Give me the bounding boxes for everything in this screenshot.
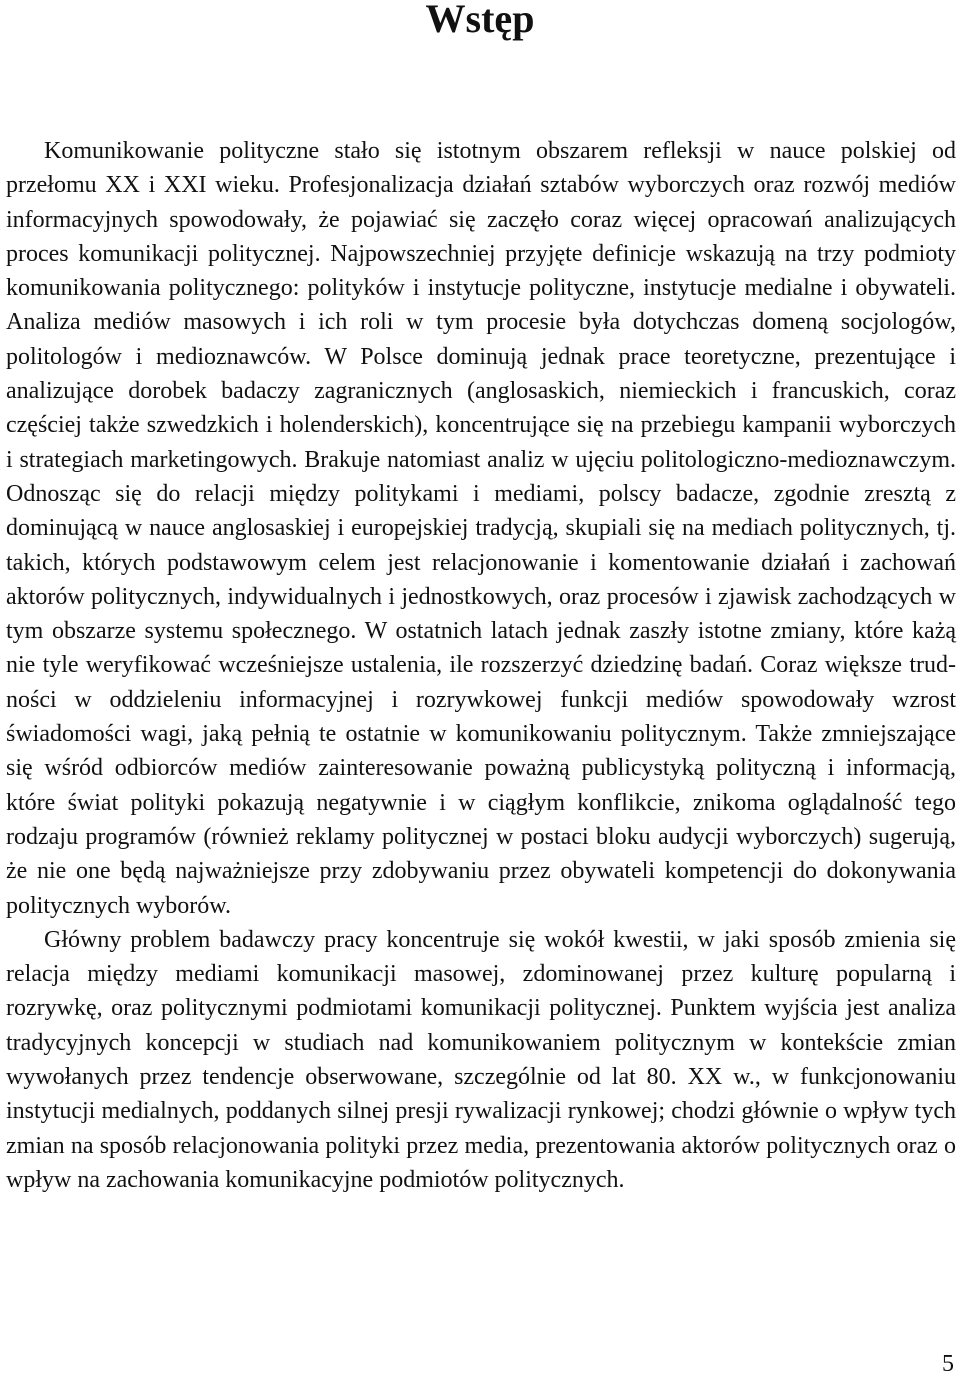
paragraph-1: Komunikowanie polityczne stało się istotnym obszarem refleksji w nauce polskiej od przełomu XX i XXI wieku. Profesjonalizacja działań sztabów wyborczych oraz rozwój mediów informacyjnych spowodowały, że pojawiać się zaczęło coraz więcej opracowań analizujących proces komunikacji politycznej. Najpowszechniej przyjęte definicje wskazują na trzy podmioty komunikowania politycznego: polityków i instytucje polityczne, instytucje medialne i obywateli. Analiza mediów masowych i ich roli w tym procesie była dotychczas domeną socjologów, politologów i medioznawców. W Polsce dominują jednak prace teoretyczne, prezentujące i analizujące dorobek badaczy zagranicznych (anglosaskich, niemieckich i francuskich, coraz częściej także szwedzkich i holenderskich), koncentrujące się na przebiegu kampanii wyborczych i strategiach marketingowych. Brakuje natomiast analiz w ujęciu politologiczno-medioznawczym. Odnosząc się do relacji między politykami i mediami, polscy badacze, zgodnie zresztą z dominującą w nauce anglosaskiej i europejskiej tradycją, skupiali się na mediach politycznych, tj. takich, których podstawowym celem jest relacjonowanie i komentowanie działań i zachowań aktorów politycznych, indywidualnych i jednostkowych, oraz procesów i zjawisk zachodzących w tym obszarze systemu społecznego. W ostatnich latach jednak zaszły istotne zmiany, które każą nie tyle weryfikować wcześniejsze ustalenia, ile rozszerzyć dziedzinę badań. Coraz większe trudności w oddzieleniu informacyjnej i rozrywkowej funkcji mediów spowodowały wzrost świadomości wagi, jaką pełnią te ostatnie w komunikowaniu politycznym. Także zmniejszające się wśród odbiorców mediów zainteresowanie poważną publicystyką polityczną i informacją, które świat polityki pokazują negatywnie i w ciągłym konflikcie, znikoma oglądalność tego rodzaju programów (również reklamy politycznej w postaci bloku audycji wyborczych) sugerują, że nie one będą najważniejsze przy zdobywaniu przez obywateli kompetencji do dokonywania politycznych wyborów. <box>6 138 956 919</box>
page-number: 5 <box>942 1351 954 1377</box>
page-title: Wstęp <box>425 0 535 41</box>
body-text <box>6 134 956 1197</box>
paragraph-2: Główny problem badawczy pracy koncentruje się wokół kwestii, w jaki sposób zmienia się relacja między mediami komunikacji masowej, zdominowanej przez kulturę popularną i rozrywkę, oraz politycznymi podmiotami komunikacji politycznej. Punktem wyjścia jest analiza tradycyjnych koncepcji w studiach nad komunikowaniem politycznym w kontekście zmian wywołanych przez tendencje obserwowane, szczególnie od lat 80. XX w., w funkcjonowaniu instytucji medialnych, poddanych silnej presji rywalizacji rynkowej; chodzi głównie o wpływ tych zmian na sposób relacjonowania polityki przez media, prezentowania aktorów politycznych oraz o wpływ na zachowania komunikacyjne podmiotów politycznych. <box>6 926 956 1193</box>
